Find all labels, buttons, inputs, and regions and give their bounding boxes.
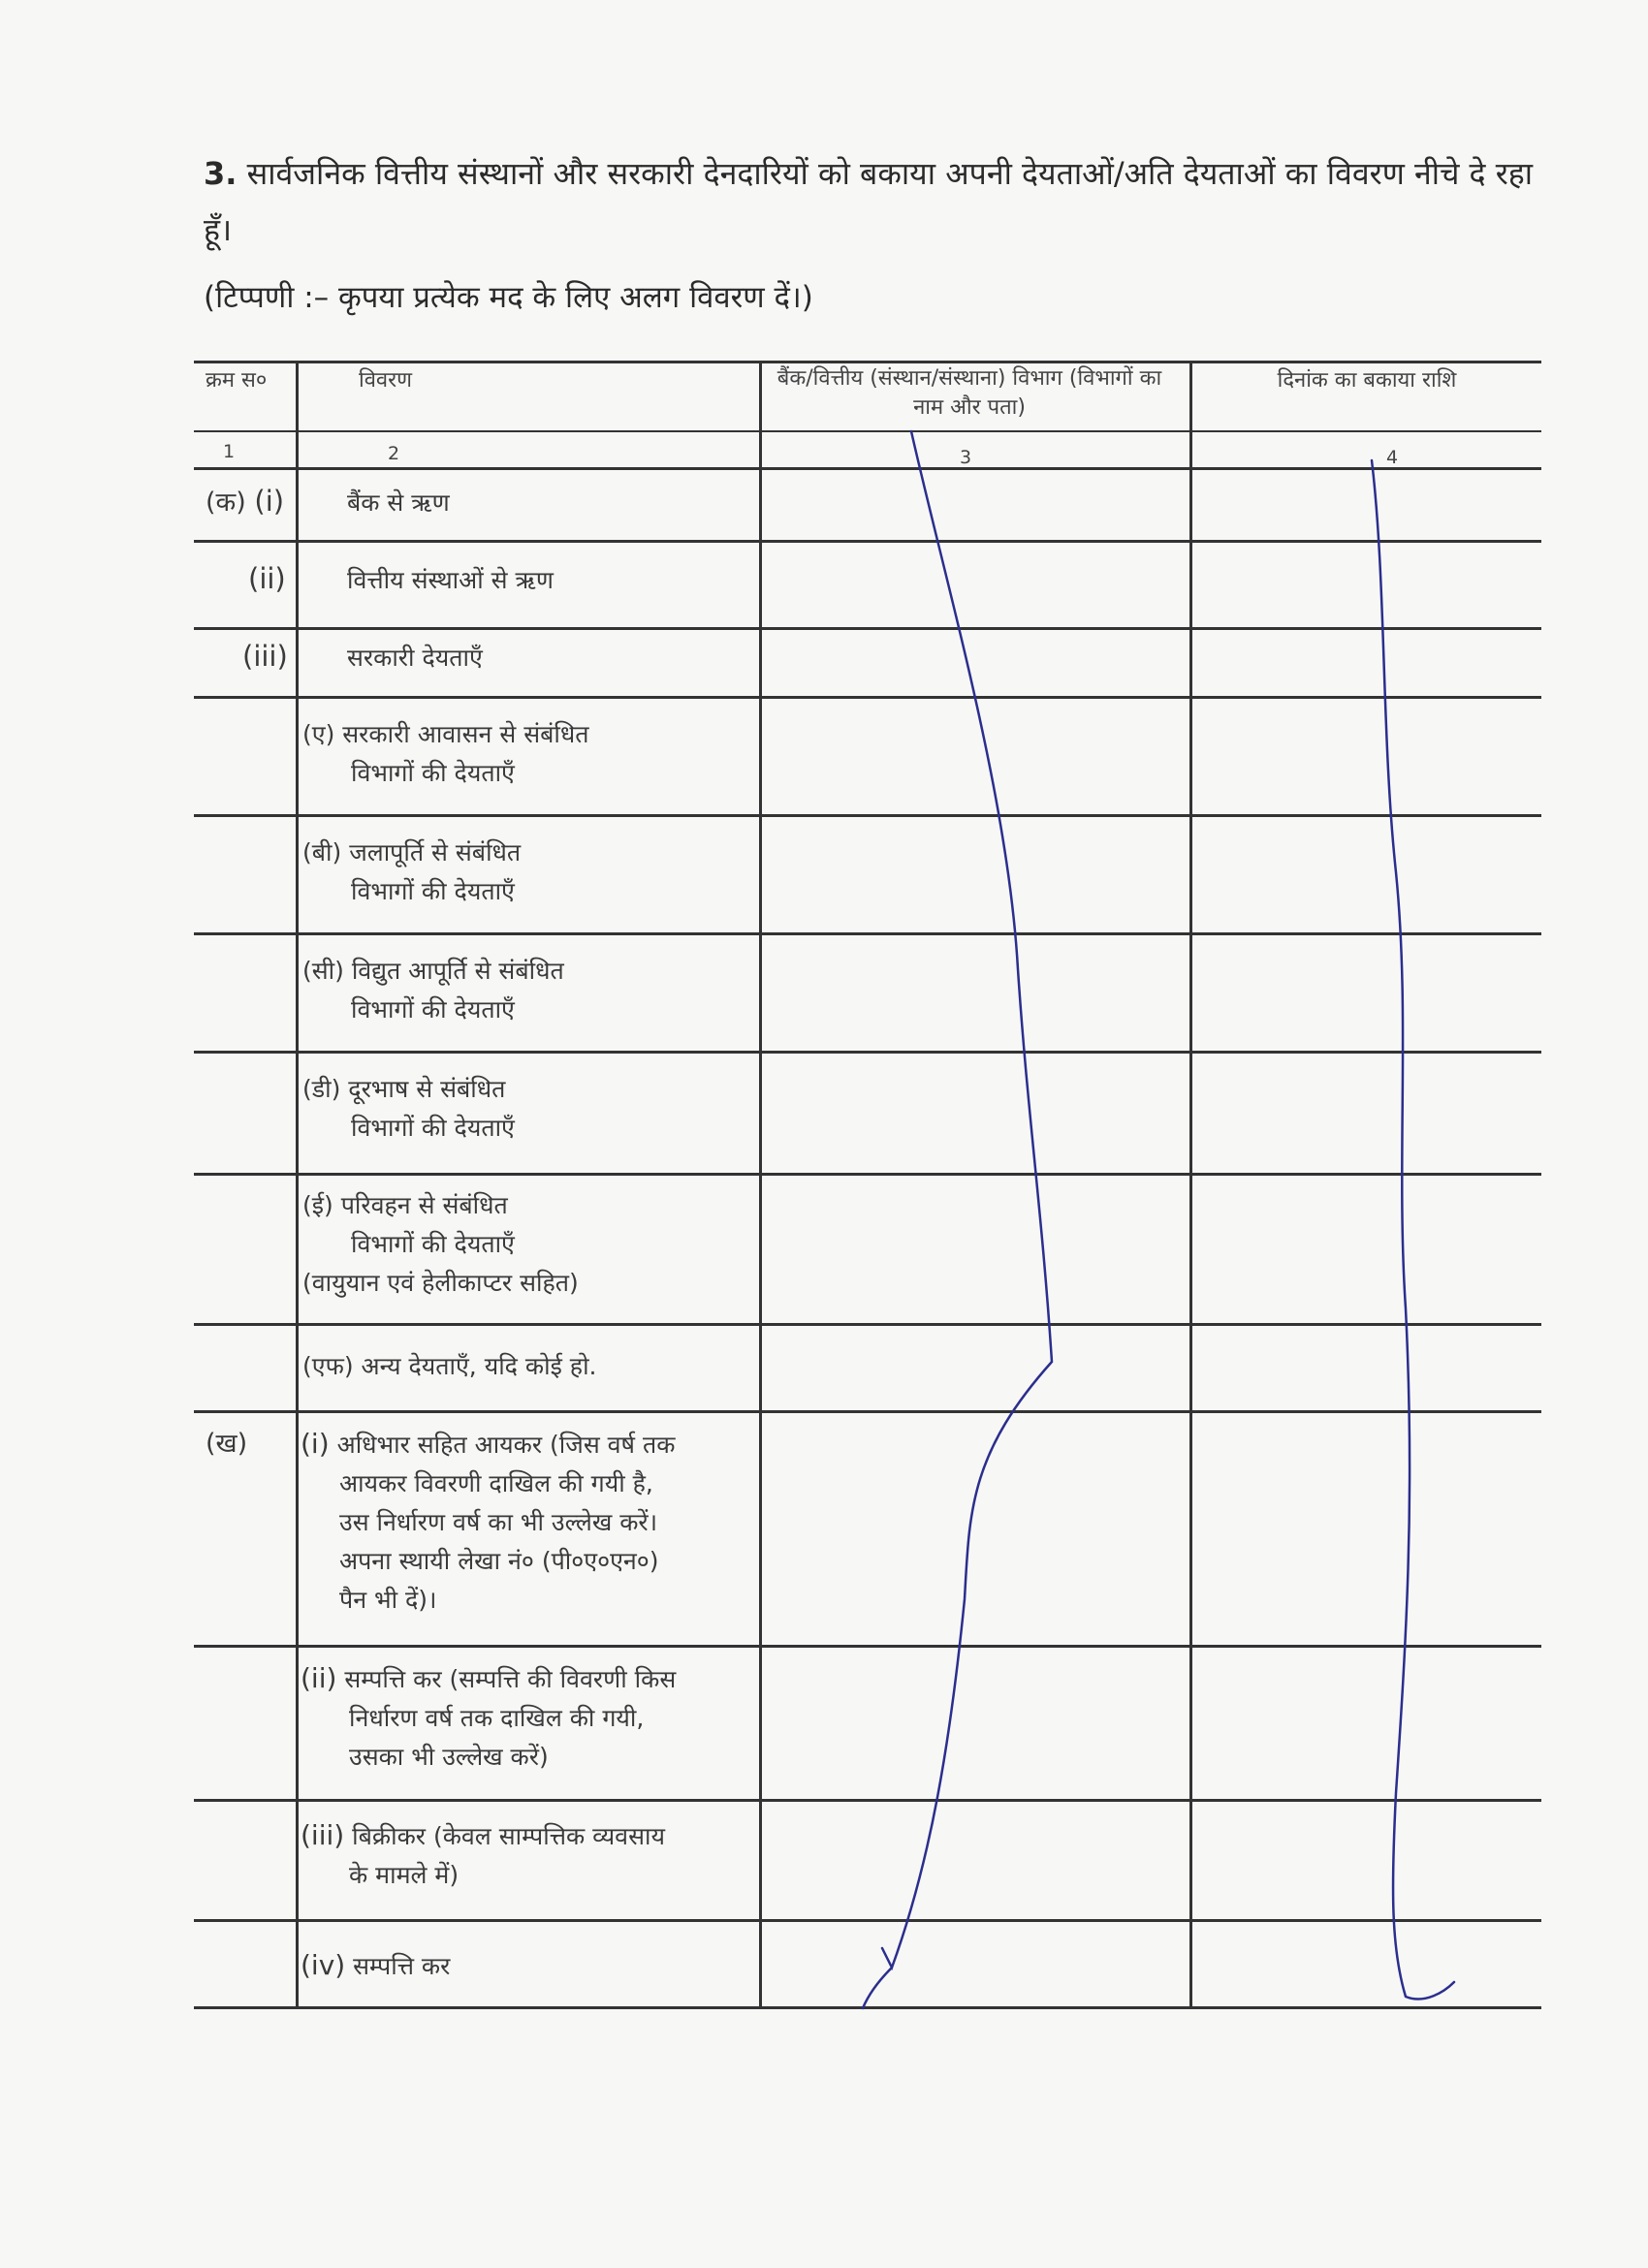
col-number-2: 2	[388, 443, 400, 464]
row-text: (बी) जलापूर्ति से संबंधित विभागों की देयताएँ	[302, 838, 522, 905]
section-number: 3.	[204, 155, 238, 192]
row-mark-ka: (क) (i)	[206, 485, 285, 518]
row-text: सरकारी देयताएँ	[347, 644, 483, 672]
row-text: (डी) दूरभाष से संबंधित विभागों की देयताएँ	[302, 1075, 515, 1142]
col-number-4: 4	[1386, 447, 1399, 468]
header-bank: बैंक/वित्तीय (संस्थान/संस्थाना) विभाग (विभागों का नाम और पता)	[776, 366, 1162, 420]
col-number-3: 3	[960, 447, 972, 468]
row-text: (iv) सम्पत्ति कर	[301, 1949, 451, 1981]
row-text: (ए) सरकारी आवासन से संबंधित विभागों की देयताएँ	[302, 720, 589, 787]
note: (टिप्पणी :– कृपया प्रत्येक मद के लिए अलग विवरण दें।)	[204, 280, 813, 315]
row-text: वित्तीय संस्थाओं से ऋण	[347, 566, 554, 594]
row-roman: (ii)	[248, 562, 286, 595]
row-mark-kha: (ख)	[206, 1429, 248, 1459]
row-text: (ii) सम्पत्ति कर (सम्पत्ति की विवरणी किस निर्धारण वर्ष तक दाखिल की गयी, उसका भी उल्लेख करें)	[301, 1662, 677, 1771]
row-text: (i) अधिभार सहित आयकर (जिस वर्ष तक आयकर विवरणी दाखिल की गयी है, उस निर्धारण वर्ष का भी उल्लेख करें। अपना स्थायी लेखा नं० (पी०ए०एन०) पैन भी दें)।	[301, 1428, 676, 1614]
row-text: (एफ) अन्य देयताएँ, यदि कोई हो.	[302, 1352, 597, 1380]
header-sno: क्रम स०	[206, 368, 268, 393]
section-heading-text: सार्वजनिक वित्तीय संस्थानों और सरकारी देनदारियों को बकाया अपनी देयताओं/अति देयताओं का विवरण नीचे दे रहा हूँ।	[204, 155, 1534, 248]
row-text: बैंक से ऋण	[347, 488, 450, 517]
row-text: (iii) बिक्रीकर (केवल साम्पत्तिक व्यवसाय के मामले में)	[301, 1819, 665, 1889]
col-number-1: 1	[223, 441, 236, 462]
header-details: विवरण	[359, 368, 413, 393]
row-text: (ई) परिवहन से संबंधित विभागों की देयताएँ (वायुयान एवं हेलीकाप्टर सहित)	[302, 1191, 579, 1297]
header-amount: दिनांक का बकाया राशि	[1277, 368, 1457, 393]
row-roman: (iii)	[242, 640, 288, 673]
row-text: (सी) विद्युत आपूर्ति से संबंधित विभागों की देयताएँ	[302, 957, 564, 1024]
